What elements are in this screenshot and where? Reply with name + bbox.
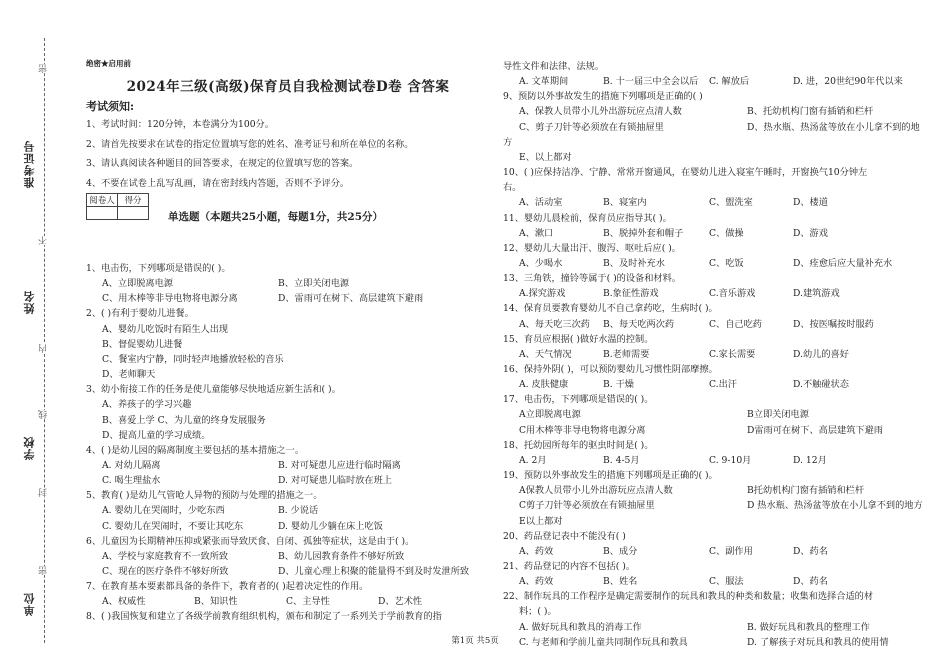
- answer-option: A、学校与家庭教育不一致所致: [102, 550, 229, 562]
- answer-option: D.幼儿的喜好: [793, 348, 849, 360]
- answer-option: A、活动室: [519, 197, 563, 209]
- answer-option: B立即关闭电源: [747, 409, 809, 421]
- answer-option: B、及时补充水: [603, 257, 665, 269]
- answer-option: B. 做好玩具和教具的整理工作: [747, 621, 870, 633]
- question-stem: 19、预防以外事故发生的措施下列哪项是正确的( )。: [503, 470, 718, 482]
- seal-char: 封: [39, 488, 49, 497]
- question-stem: 导性文件和法律、法规。: [503, 61, 605, 72]
- answer-option: D、楼道: [793, 197, 828, 209]
- question-stem: 6、儿童因为长期精神压抑或紧张而导致厌食、自闭、孤独等症状，这是由于( )。: [86, 535, 415, 547]
- answer-option: D、艺术性: [378, 596, 423, 608]
- answer-option: D雷雨可在树下、高层建筑下避雨: [747, 424, 883, 436]
- answer-option: B、脱掉外套和帽子: [603, 227, 684, 239]
- answer-option: D. 婴幼儿少躺在床上吃饭: [278, 520, 383, 532]
- score-table: [86, 193, 149, 220]
- answer-option: B托幼机构门窗有插销和栏杆: [747, 485, 865, 497]
- answer-option: D、雷雨可在树下、高层建筑下避雨: [278, 293, 424, 305]
- answer-option: B、姓名: [603, 576, 638, 588]
- answer-option: D、热水瓶、热汤盆等放在小儿拿不到的地: [747, 121, 920, 133]
- notice-item: 1、考试时间：120分钟，本卷满分为100分。: [86, 119, 274, 130]
- answer-option: C、餐室内宁静，同时轻声地播放轻松的音乐: [102, 353, 284, 365]
- answer-option: B. 4-5月: [603, 454, 640, 466]
- question-stem: 21、药品登记的内容不包括( )。: [503, 560, 636, 572]
- question-stem: 3、幼小衔接工作的任务是使儿童能够尽快地适应新生活和( )。: [86, 384, 341, 396]
- answer-option: D、儿童心理上积聚的能量得不到及时发泄所致: [278, 566, 470, 577]
- answer-option: A、天气情况: [519, 348, 572, 360]
- grader-cell[interactable]: [87, 207, 118, 220]
- answer-option: C. 喝生理盐水: [102, 475, 161, 487]
- question-stem: 5、教育( )是幼儿气管呛人异物的预防与处理的措施之一。: [86, 490, 323, 502]
- answer-option: B. 干燥: [603, 379, 634, 391]
- question-stem: 20、药品登记表中不能没有( ): [503, 530, 626, 542]
- answer-option: C剪子刀针等必须放在有锁抽屉里: [519, 500, 655, 512]
- answer-option: C、吃饭: [709, 257, 744, 269]
- answer-option: B、知识性: [194, 596, 238, 608]
- answer-option: D. 12月: [793, 454, 827, 466]
- answer-option: C、用木棒等非导电物将电源分离: [102, 293, 238, 305]
- answer-option: B、每天吃两次药: [603, 318, 675, 330]
- seal-char: 密: [39, 64, 49, 73]
- answer-option: C. 解放后: [709, 76, 750, 88]
- answer-option: D、提高儿童的学习成绩。: [102, 429, 211, 441]
- answer-option: A、药效: [519, 545, 554, 557]
- answer-option: C用木棒等非导电物将电源分离: [519, 424, 646, 436]
- answer-option: C. 与老师和学前儿童共同制作玩具和教具: [519, 636, 688, 648]
- answer-option: C. 婴幼儿在哭闹时，不要让其吃东: [102, 520, 244, 532]
- answer-option: E、以上都对: [519, 151, 572, 163]
- answer-option: D. 了解孩子对玩具和教具的使用情: [747, 636, 889, 648]
- answer-option: B. 对可疑患儿应进行临时隔离: [278, 459, 401, 471]
- notice-heading: 考试须知:: [86, 100, 135, 113]
- seal-char: 线: [39, 410, 49, 419]
- answer-option: B、喜爱上学 C、为儿童的终身发展服务: [102, 414, 266, 426]
- answer-option: D、老师聊天: [102, 369, 156, 381]
- answer-option: A、漱口: [519, 227, 554, 239]
- answer-option: B、立即关闭电源: [278, 278, 350, 290]
- question-stem: 17、电击伤，下列哪项是错误的( )。: [503, 394, 654, 406]
- score-cell[interactable]: [118, 207, 149, 220]
- notice-item: 4、不要在试卷上乱写乱画，请在密封线内答题，否则不予评分。: [86, 177, 350, 189]
- unit-label: 单位: [23, 592, 36, 616]
- question-stem: 7、在教育基本要素都具备的条件下，教育者的( )起着决定性的作用。: [86, 581, 369, 593]
- answer-option: C、盥洗室: [709, 197, 753, 209]
- notice-list: [86, 116, 490, 194]
- question-stem: 22、制作玩具的工作程序是确定需要制作的玩具和教具的种类和数量；收集和选择合适的材: [503, 591, 874, 603]
- answer-option: D、药名: [793, 545, 828, 557]
- question-stem: 18、托幼园所每年的驱虫时间是( )。: [503, 439, 654, 451]
- seal-line: [44, 38, 45, 643]
- answer-option: C、自己吃药: [709, 318, 762, 330]
- question-stem: 14、保育员要教育婴幼儿不自己拿药吃，生病时( )。: [503, 303, 718, 315]
- answer-option: B、托幼机构门窗有插销和栏杆: [747, 106, 874, 118]
- answer-option: B.象征性游戏: [603, 288, 659, 300]
- answer-option: C、做操: [709, 227, 744, 239]
- answer-option: A、立即脱离电源: [102, 278, 173, 290]
- answer-option: A、权威性: [102, 596, 146, 608]
- answer-option: C、主导性: [286, 596, 330, 608]
- name-label: 姓名: [23, 290, 36, 314]
- answer-option: C.音乐游戏: [709, 288, 756, 300]
- question-stem: 2、( )有利于婴幼儿进餐。: [86, 308, 194, 320]
- notice-item: 2、请首先按要求在试卷的指定位置填写您的姓名、准考证号和所在单位的名称。: [86, 138, 414, 150]
- binding-margin: [0, 0, 66, 671]
- question-stem: 10、( )应保持洁净、宁静、常常开窗通风，在婴幼儿进入寝室午睡时，开窗换气10分钟左: [503, 167, 868, 179]
- answer-option: D. 进，20世纪90年代以来: [793, 76, 903, 88]
- answer-option: B、寝室内: [603, 197, 647, 209]
- school-label: 学校: [23, 436, 36, 460]
- answer-option: A立即脱离电源: [519, 409, 581, 421]
- answer-option: C.家长需要: [709, 348, 756, 360]
- answer-option: C、剪子刀针等必须放在有锁抽屉里: [519, 121, 664, 133]
- answer-option: A. 皮肤健康: [519, 379, 569, 391]
- notice-item: 3、请认真阅读各种题目的回答要求，在规定的位置填写您的答案。: [86, 158, 359, 169]
- seal-char: 不: [39, 236, 49, 245]
- answer-option: A、保教人员带小儿外出游玩应点清人数: [519, 106, 682, 118]
- grader-header: 阅卷人: [87, 194, 118, 207]
- answer-option: A. 做好玩具和教具的消毒工作: [519, 621, 642, 633]
- answer-option: A. 婴幼儿在哭闹时，少吃东西: [102, 505, 225, 517]
- answer-option: A. 2月: [519, 454, 547, 466]
- exam-number-label: 准考证号: [23, 140, 36, 188]
- answer-option: A、每天吃三次药: [519, 318, 590, 330]
- answer-option: D、药名: [793, 576, 828, 588]
- answer-option: C. 9-10月: [709, 454, 752, 466]
- section-heading: 单选题（本题共25小题，每题1分，共25分）: [168, 211, 384, 223]
- answer-option: A、药效: [519, 576, 554, 588]
- answer-option: C、副作用: [709, 545, 753, 557]
- question-stem: 8、( )我国恢复和建立了各级学前教育组织机构，颁布和制定了一系列关于学前教育的指: [86, 611, 442, 623]
- answer-option: B、督促婴幼儿进餐: [102, 338, 183, 350]
- question-stem: 16、保持外阴( )，可以预防婴幼儿习惯性阴部摩擦。: [503, 364, 718, 375]
- answer-option: D 热水瓶、热汤盆等放在小儿拿不到的地方: [747, 500, 923, 512]
- answer-option: A、少喝水: [519, 257, 563, 269]
- answer-option: 右。: [503, 182, 522, 194]
- answer-option: 料；( )。: [519, 606, 557, 618]
- seal-char: 内: [39, 344, 49, 353]
- answer-option: E以上都对: [519, 515, 563, 527]
- question-stem: 4、( )是幼儿园的隔离制度主要包括的基本措施之一。: [86, 444, 305, 456]
- answer-option: A. 对幼儿隔离: [102, 459, 161, 471]
- answer-option: B. 少说话: [278, 505, 319, 517]
- exam-title: 2024年三级(高级)保育员自我检测试卷D卷 含答案: [126, 79, 450, 95]
- question-stem: 9、预防以外事故发生的措施下列哪项是正确的( ): [503, 91, 703, 103]
- seal-char: 密: [39, 566, 49, 575]
- question-stem: 15、育员应根据( )做好水温的控制。: [503, 333, 654, 345]
- answer-option: 方: [503, 136, 513, 148]
- secret-mark: 绝密★启用前: [86, 59, 131, 68]
- answer-option: D.建筑游戏: [793, 288, 840, 300]
- answer-option: D.不触碰状态: [793, 379, 849, 391]
- answer-option: D、按医嘱按时服药: [793, 318, 874, 330]
- answer-option: A、养孩子的学习兴趣: [102, 399, 192, 411]
- answer-option: C、现在的医疗条件不够好所致: [102, 566, 229, 577]
- answer-option: D、痊愈后应大量补充水: [793, 257, 893, 269]
- answer-option: A.探究游戏: [519, 288, 566, 300]
- answer-option: A保教人员带小儿外出游玩应点清人数: [519, 485, 673, 497]
- answer-option: B、幼儿园教育条件不够好所致: [278, 550, 405, 562]
- answer-option: D. 对可疑患儿临时放在班上: [278, 475, 392, 487]
- question-stem: 13、三角铁，撞铃等属于( )的设备和材料。: [503, 273, 681, 285]
- score-header: 得分: [118, 194, 149, 207]
- answer-option: A. 文革期间: [519, 76, 569, 88]
- answer-option: C、服法: [709, 576, 744, 588]
- question-stem: 11、婴幼儿晨检前，保育员应指导其( )。: [503, 212, 672, 224]
- answer-option: A、婴幼儿吃饭时有陌生人出现: [102, 323, 229, 335]
- answer-option: B.老师需要: [603, 348, 650, 360]
- answer-option: B. 十一届三中全会以后: [603, 76, 699, 88]
- answer-option: D、游戏: [793, 227, 828, 239]
- question-stem: 1、电击伤，下列哪项是错误的( )。: [86, 263, 231, 274]
- page-footer: 第1页 共5页: [451, 636, 499, 646]
- answer-option: B、成分: [603, 545, 638, 557]
- question-stem: 12、婴幼儿大量出汗、腹泻、呕吐后应( )。: [503, 242, 681, 254]
- answer-option: C.出汗: [709, 379, 737, 391]
